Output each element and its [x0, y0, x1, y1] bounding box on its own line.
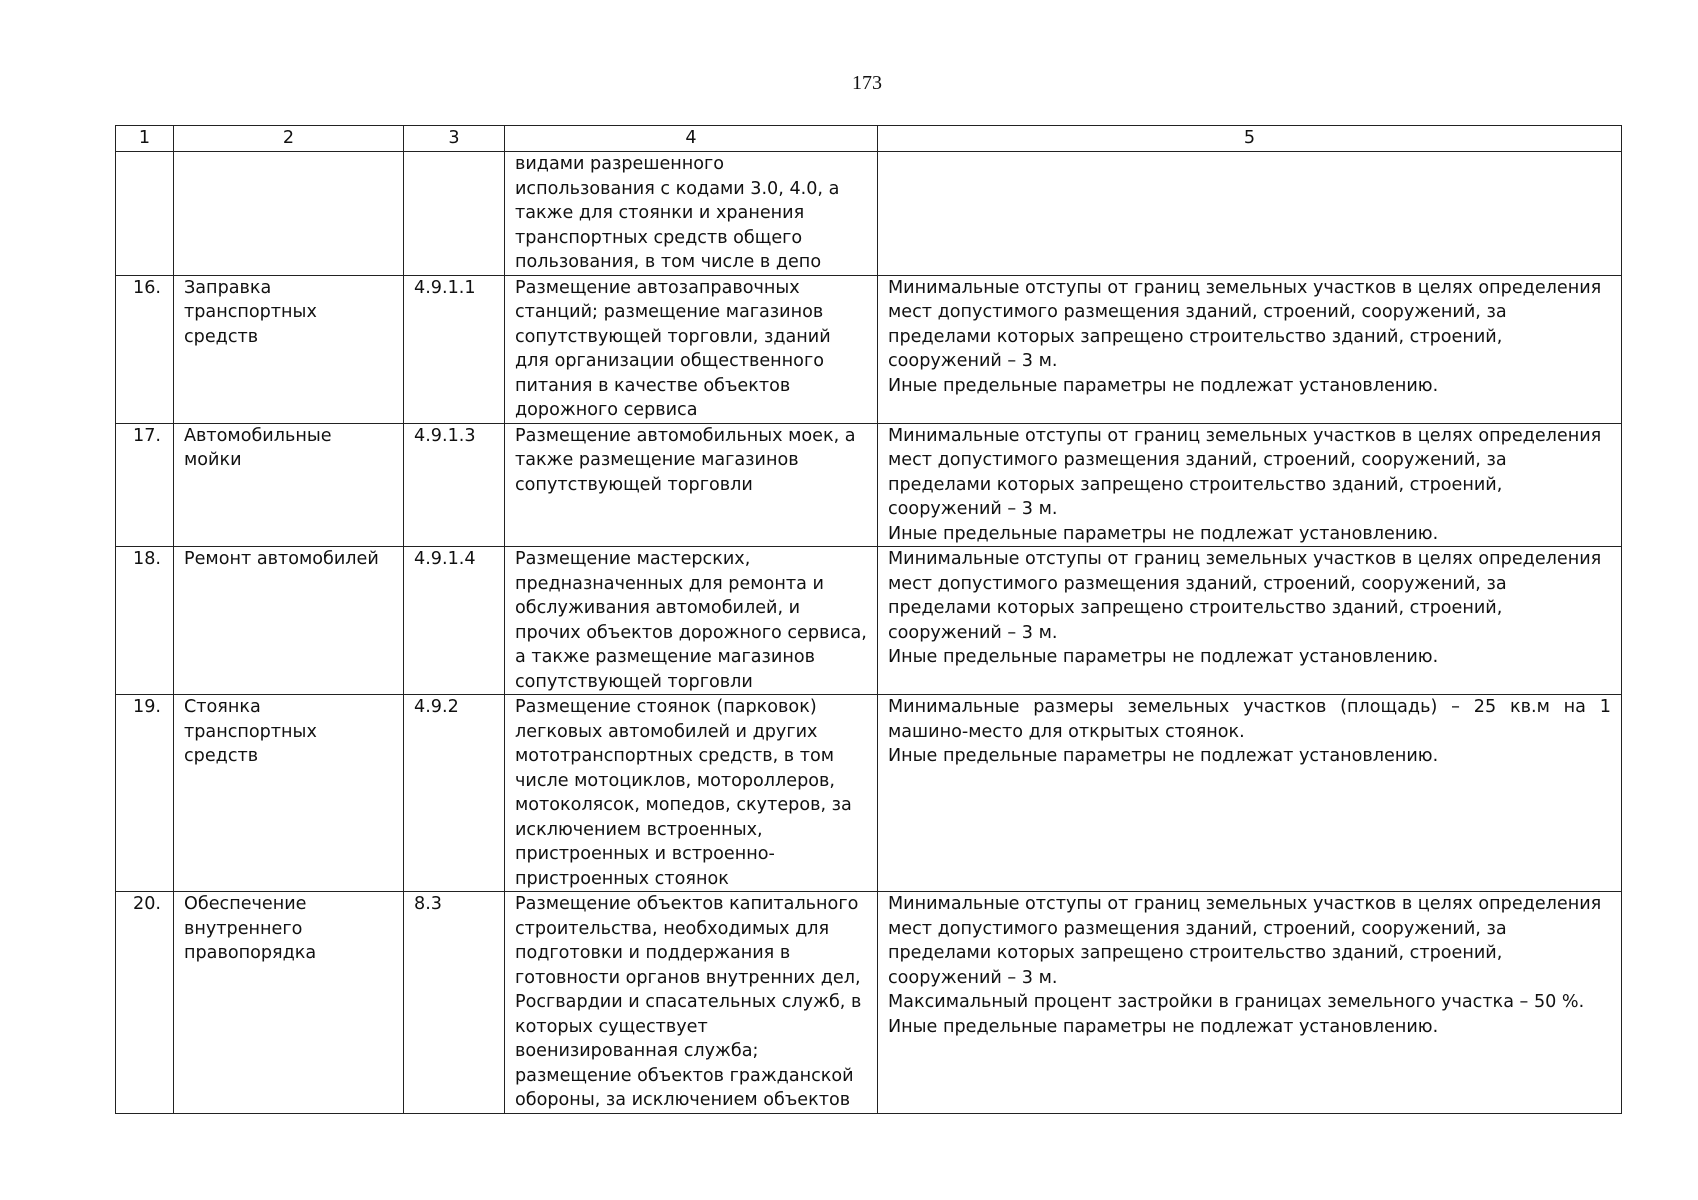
header-col-3: 3	[404, 126, 505, 152]
table-row	[116, 275, 1622, 423]
use-code: 4.9.2	[404, 695, 505, 892]
table-row	[116, 695, 1622, 892]
zoning-parameters-table	[115, 125, 1622, 1114]
use-description: Размещение автозаправочных станций; размещение магазинов сопутствующей торговли, зданий для организации общественного питания в качестве объектов дорожного сервиса	[505, 275, 878, 423]
header-col-2: 2	[174, 126, 404, 152]
header-col-5: 5	[878, 126, 1622, 152]
use-parameters: Минимальные отступы от границ земельных участков в целях определения мест допустимого размещения зданий, строений, сооружений, за пределами которых запрещено строительство зданий, строений, сооружений – 3 м. Иные предельные параметры не подлежат установлению.	[878, 547, 1622, 695]
table-row	[116, 423, 1622, 547]
use-name	[174, 152, 404, 276]
page-number: 173	[852, 72, 882, 94]
use-name: Ремонт автомобилей	[174, 547, 404, 695]
row-number: 16.	[116, 275, 174, 423]
table-row	[116, 892, 1622, 1114]
use-description: Размещение мастерских, предназначенных для ремонта и обслуживания автомобилей, и прочих объектов дорожного сервиса, а также размещение магазинов сопутствующей торговли	[505, 547, 878, 695]
row-number: 20.	[116, 892, 174, 1114]
use-parameters: Минимальные отступы от границ земельных участков в целях определения мест допустимого размещения зданий, строений, сооружений, за пределами которых запрещено строительство зданий, строений, сооружений – 3 м. Максимальный процент застройки в границах земельного участка – 50 %. Иные предельные параметры не подлежат установлению.	[878, 892, 1622, 1114]
use-description: Размещение автомобильных моек, а также размещение магазинов сопутствующей торговли	[505, 423, 878, 547]
use-description: Размещение объектов капитального строительства, необходимых для подготовки и поддержания в готовности органов внутренних дел, Росгвардии и спасательных служб, в которых существует военизированная служба; размещение объектов гражданской обороны, за исключением объектов	[505, 892, 878, 1114]
header-col-4: 4	[505, 126, 878, 152]
row-number	[116, 152, 174, 276]
use-code: 4.9.1.3	[404, 423, 505, 547]
use-description: видами разрешенного использования с кодами 3.0, 4.0, а также для стоянки и хранения транспортных средств общего пользования, в том числе в депо	[505, 152, 878, 276]
use-code	[404, 152, 505, 276]
use-name: Обеспечение внутреннего правопорядка	[174, 892, 404, 1114]
use-name: Заправка транспортных средств	[174, 275, 404, 423]
row-number: 17.	[116, 423, 174, 547]
use-description: Размещение стоянок (парковок) легковых автомобилей и других мототранспортных средств, в том числе мотоциклов, мотороллеров, мотоколясок, мопедов, скутеров, за исключением встроенных, пристроенных и встроенно-пристроенных стоянок	[505, 695, 878, 892]
use-parameters	[878, 152, 1622, 276]
use-code: 4.9.1.4	[404, 547, 505, 695]
use-code: 4.9.1.1	[404, 275, 505, 423]
table-header-row	[116, 126, 1622, 152]
use-name: Стоянка транспортных средств	[174, 695, 404, 892]
table-row	[116, 152, 1622, 276]
use-parameters: Минимальные отступы от границ земельных участков в целях определения мест допустимого размещения зданий, строений, сооружений, за пределами которых запрещено строительство зданий, строений, сооружений – 3 м. Иные предельные параметры не подлежат установлению.	[878, 423, 1622, 547]
table-row	[116, 547, 1622, 695]
use-name: Автомобильные мойки	[174, 423, 404, 547]
use-parameters: Минимальные размеры земельных участков (площадь) – 25 кв.м на 1 машино-место для открытых стоянок. Иные предельные параметры не подлежат установлению.	[878, 695, 1622, 892]
row-number: 19.	[116, 695, 174, 892]
use-code: 8.3	[404, 892, 505, 1114]
header-col-1: 1	[116, 126, 174, 152]
row-number: 18.	[116, 547, 174, 695]
use-parameters: Минимальные отступы от границ земельных участков в целях определения мест допустимого размещения зданий, строений, сооружений, за пределами которых запрещено строительство зданий, строений, сооружений – 3 м. Иные предельные параметры не подлежат установлению.	[878, 275, 1622, 423]
